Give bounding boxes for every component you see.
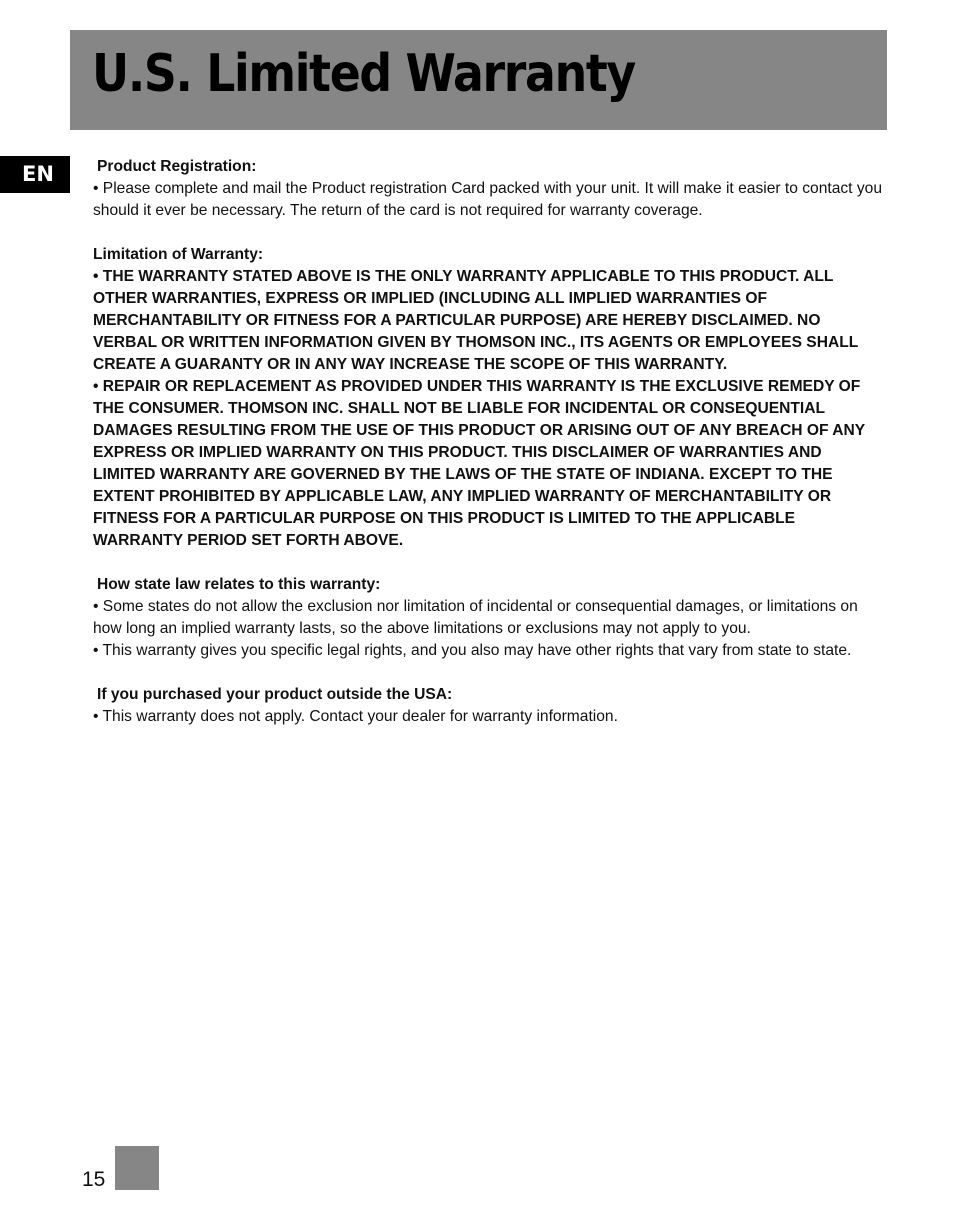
registration-heading: Product Registration: <box>97 158 257 175</box>
registration-text: • Please complete and mail the Product registration Card packed with your unit. It will make it easier to contact you should it ever be necessary. The return of the card is not required for warranty coverage. <box>93 180 882 219</box>
spacer <box>93 222 883 244</box>
limitation-paragraph-2: • REPAIR OR REPLACEMENT AS PROVIDED UNDER THIS WARRANTY IS THE EXCLUSIVE REMEDY OF THE CONSUMER. THOMSON INC. SHALL NOT BE LIABLE FOR INCIDENTAL OR CONSEQUENTIAL DAMAGES RESULTING FROM THE USE OF THIS PRODUCT OR ARISING OUT OF ANY BREACH OF ANY EXPRESS OR IMPLIED WARRANTY ON THIS PRODUCT. THIS DISCLAIMER OF WARRANTIES AND LIMITED WARRANTY ARE GOVERNED BY THE LAWS OF THE STATE OF INDIANA. EXCEPT TO THE EXTENT PROHIBITED BY APPLICABLE LAW, ANY IMPLIED WARRANTY OF MERCHANTABILITY OR FITNESS FOR A PARTICULAR PURPOSE ON THIS PRODUCT IS LIMITED TO THE APPLICABLE WARRANTY PERIOD SET FORTH ABOVE. <box>93 378 865 549</box>
outside-usa-heading: If you purchased your product outside the USA: <box>97 686 453 703</box>
state-law-paragraph-1: • Some states do not allow the exclusion nor limitation of incidental or consequential damages, or limitations on how long an implied warranty lasts, so the above limitations or exclusions may not apply to you. <box>93 598 858 637</box>
state-law-heading: How state law relates to this warranty: <box>97 576 381 593</box>
limitation-paragraph-1: • THE WARRANTY STATED ABOVE IS THE ONLY WARRANTY APPLICABLE TO THIS PRODUCT. ALL OTHER WARRANTIES, EXPRESS OR IMPLIED (INCLUDING ALL IMPLIED WARRANTIES OF MERCHANTABILITY OR FITNESS FOR A PARTICULAR PURPOSE) ARE HEREBY DISCLAIMED. NO VERBAL OR WRITTEN INFORMATION GIVEN BY THOMSON INC., ITS AGENTS OR EMPLOYEES SHALL CREATE A GUARANTY OR IN ANY WAY INCREASE THE SCOPE OF THIS WARRANTY. <box>93 268 858 373</box>
page-title: U.S. Limited Warranty <box>92 44 635 104</box>
page-number: 15 <box>82 1168 106 1191</box>
language-tab: EN <box>0 156 70 193</box>
warranty-content <box>93 156 883 728</box>
page-marker-box <box>115 1146 159 1190</box>
state-law-paragraph-2: • This warranty gives you specific legal rights, and you also may have other rights that vary from state to state. <box>93 642 852 659</box>
limitation-heading: Limitation of Warranty: <box>93 246 264 263</box>
outside-usa-text: • This warranty does not apply. Contact your dealer for warranty information. <box>93 708 618 725</box>
title-bar <box>70 30 887 130</box>
spacer <box>93 662 883 684</box>
spacer <box>93 552 883 574</box>
